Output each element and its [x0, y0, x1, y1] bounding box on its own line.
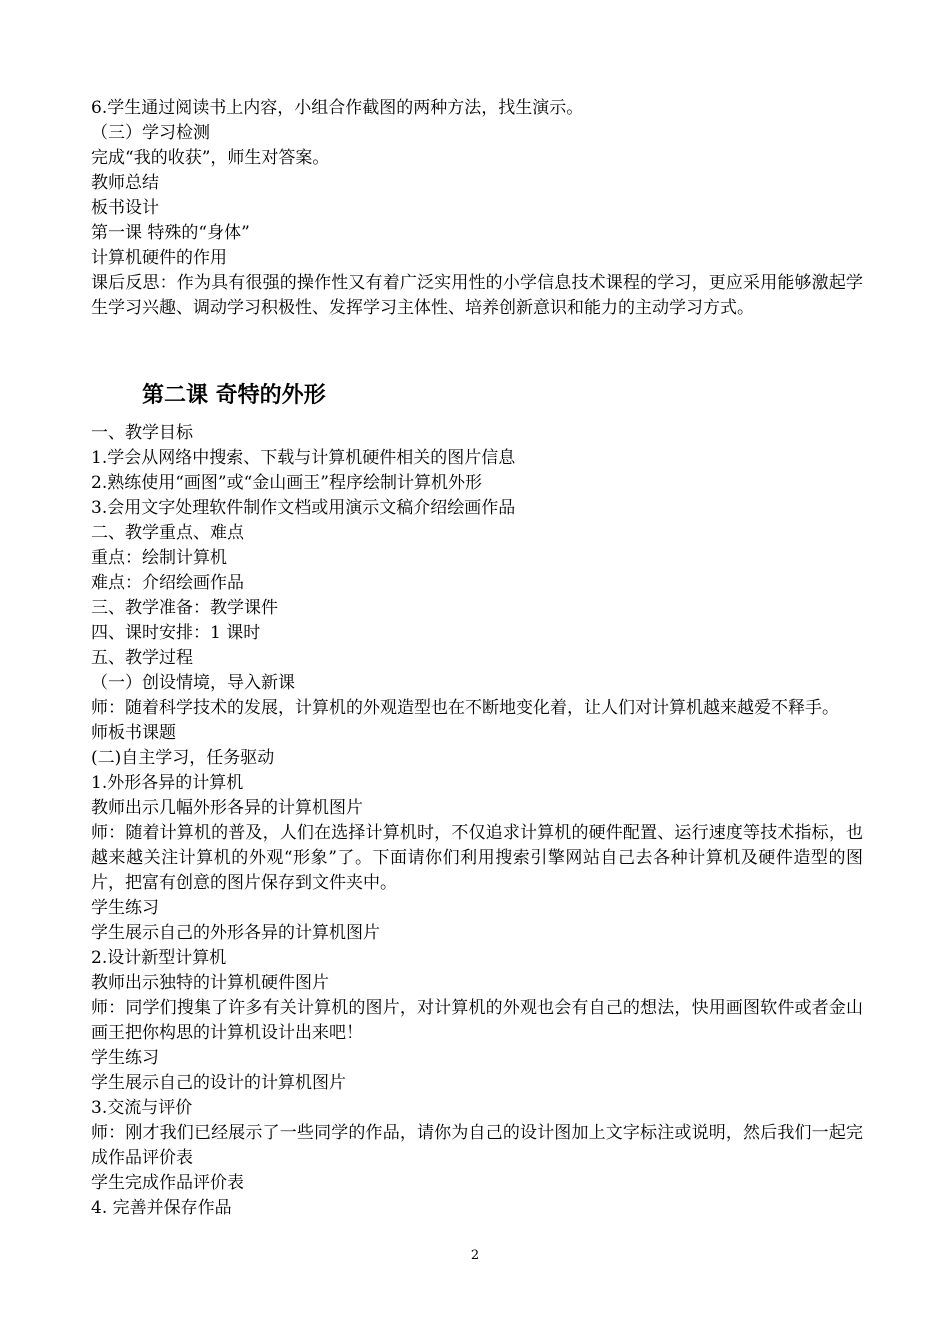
section-heading: 一、教学目标 [91, 423, 193, 443]
text-line: 难点：介绍绘画作品 [91, 573, 244, 593]
section-heading: 五、教学过程 [91, 648, 193, 668]
lesson-section [91, 421, 863, 1221]
section-heading: 二、教学重点、难点 [91, 523, 244, 543]
section-heading: 四、课时安排：1 课时 [91, 623, 261, 643]
teacher-paragraph: 师：随着科学技术的发展，计算机的外观造型也在不断地变化着，让人们对计算机越来越爱不释手。 [91, 698, 839, 718]
page-number: 2 [470, 1248, 480, 1263]
section-subheading: （三）学习检测 [91, 123, 210, 143]
text-line: 第一课 特殊的“身体” [91, 223, 250, 243]
text-line: 学生完成作品评价表 [91, 1173, 244, 1193]
section-heading: 三、教学准备：教学课件 [91, 598, 278, 618]
text-line: 师板书课题 [91, 723, 176, 743]
text-line: 学生展示自己的外形各异的计算机图片 [91, 923, 380, 943]
text-line: 6.学生通过阅读书上内容，小组合作截图的两种方法，找生演示。 [91, 98, 584, 118]
teacher-paragraph: 师：刚才我们已经展示了一些同学的作品，请你为自己的设计图加上文字标注或说明，然后我们一起完成作品评价表 [91, 1123, 863, 1168]
list-item: 2.设计新型计算机 [91, 948, 227, 968]
section-subheading: （一）创设情境，导入新课 [91, 673, 295, 693]
list-item: 3.交流与评价 [91, 1098, 193, 1118]
list-item: 1.外形各异的计算机 [91, 773, 244, 793]
text-line: 教师出示几幅外形各异的计算机图片 [91, 798, 363, 818]
section-subheading: (二)自主学习，任务驱动 [91, 748, 275, 768]
text-line: 学生练习 [91, 898, 159, 918]
list-item: 3.会用文字处理软件制作文档或用演示文稿介绍绘画作品 [91, 498, 516, 518]
list-item: 1.学会从网络中搜索、下载与计算机硬件相关的图片信息 [91, 448, 516, 468]
teacher-paragraph: 师：随着计算机的普及，人们在选择计算机时，不仅追求计算机的硬件配置、运行速度等技术指标，也越来越关注计算机的外观“形象”了。下面请你们利用搜索引擎网站自己去各种计算机及硬件造型的图片，把富有创意的图片保存到文件夹中。 [91, 823, 863, 893]
text-line: 完成“我的收获”，师生对答案。 [91, 148, 330, 168]
text-line: 计算机硬件的作用 [91, 248, 227, 268]
text-line: 重点：绘制计算机 [91, 548, 227, 568]
list-item: 4. 完善并保存作品 [91, 1198, 232, 1218]
text-line: 板书设计 [91, 198, 159, 218]
text-line: 教师出示独特的计算机硬件图片 [91, 973, 329, 993]
teacher-paragraph: 师：同学们搜集了许多有关计算机的图片，对计算机的外观也会有自己的想法，快用画图软件或者金山画王把你构思的计算机设计出来吧！ [91, 998, 863, 1043]
text-line: 教师总结 [91, 173, 159, 193]
reflection-paragraph: 课后反思：作为具有很强的操作性又有着广泛实用性的小学信息技术课程的学习，更应采用能够激起学生学习兴趣、调动学习积极性、发挥学习主体性、培养创新意识和能力的主动学习方式。 [91, 273, 863, 318]
text-line: 学生展示自己的设计的计算机图片 [91, 1073, 346, 1093]
text-line: 学生练习 [91, 1048, 159, 1068]
lesson-title: 第二课 奇特的外形 [142, 383, 326, 408]
list-item: 2.熟练使用“画图”或“金山画王”程序绘制计算机外形 [91, 473, 482, 493]
previous-lesson-section [91, 96, 863, 321]
